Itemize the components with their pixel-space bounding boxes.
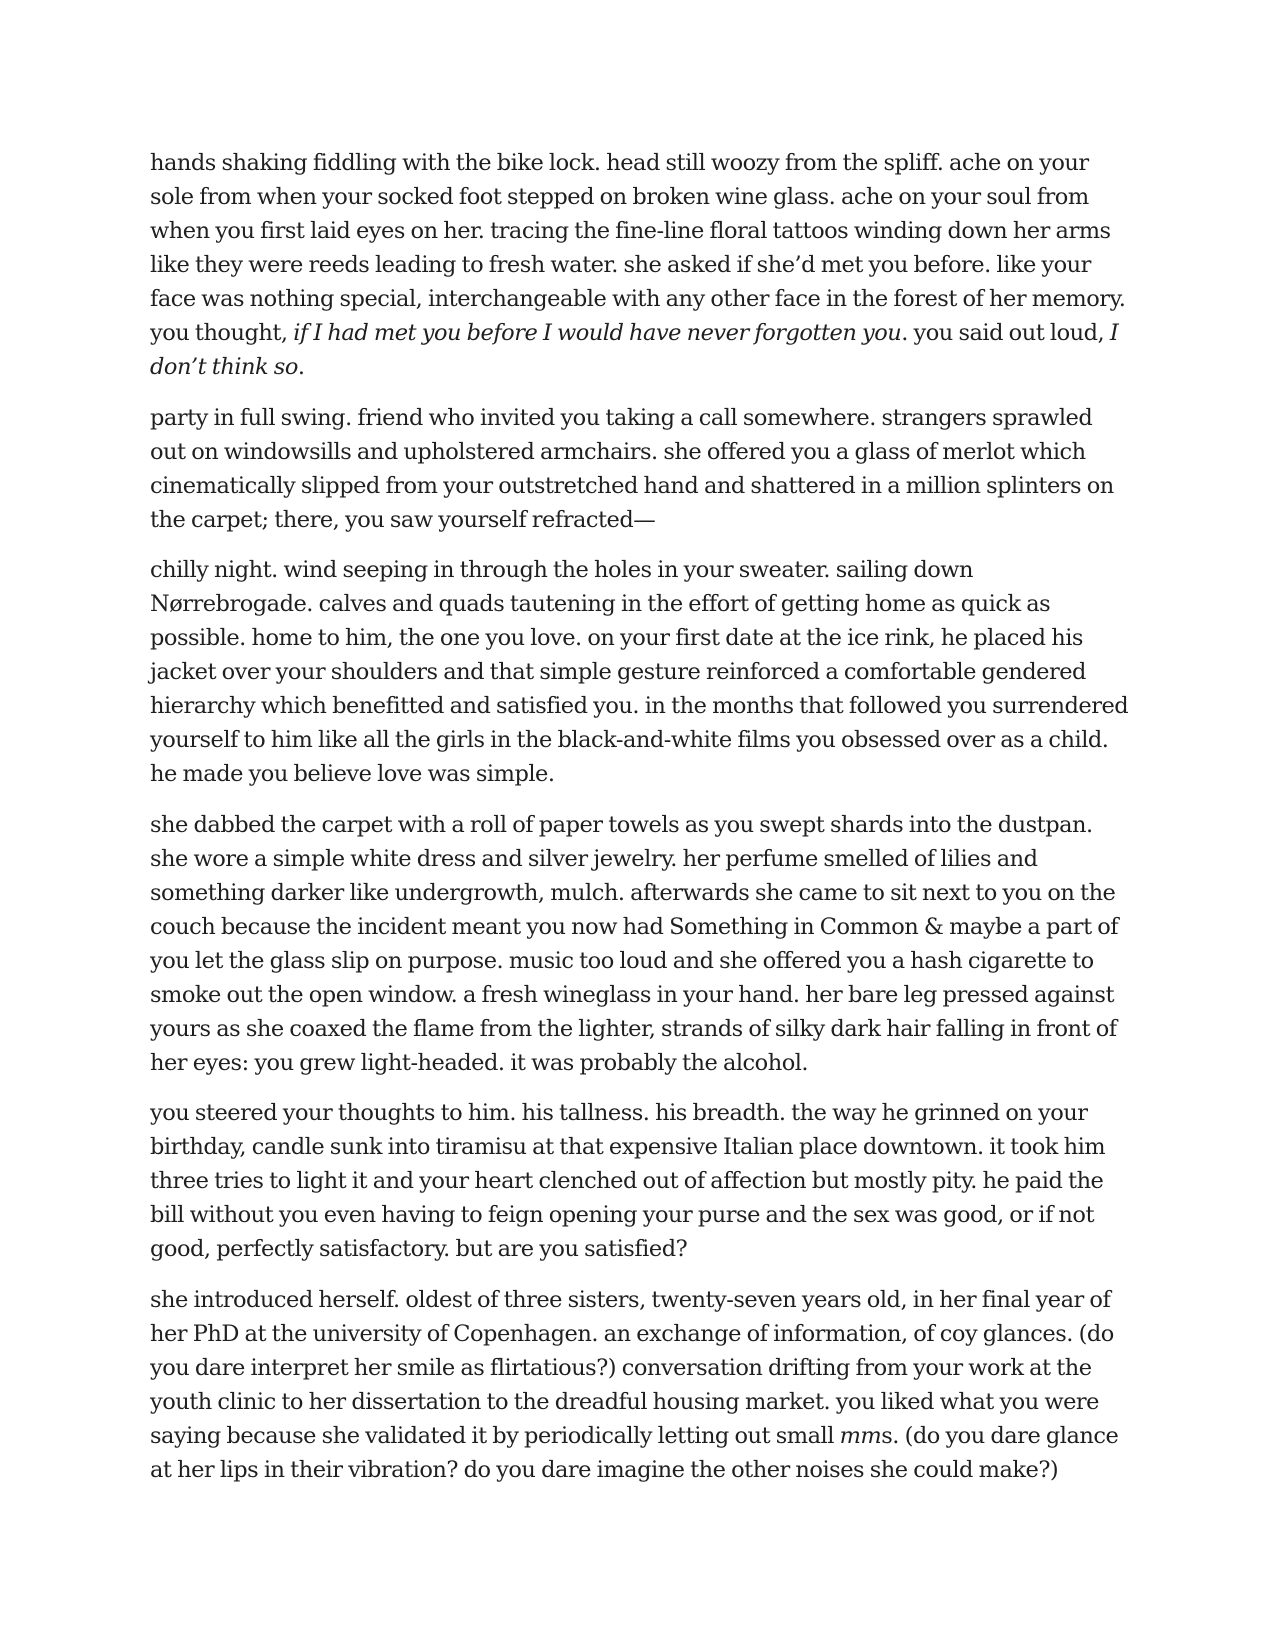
paragraph-1 (150, 146, 1130, 384)
paragraph-6-italic-mm: mm (839, 1422, 882, 1449)
paragraph-6-text-2: s. (do you dare glance at her lips in their vibration? do you dare imagine the other noises she could make?) (150, 1422, 1119, 1483)
paragraph-4-text: she dabbed the carpet with a roll of paper towels as you swept shards into the dustpan. she wore a simple white dress and silver jewelry. her perfume smelled of lilies and something darker like undergrowth, mulch. afterwards she came to sit next to you on the couch because the incident meant you now had Something in Common & maybe a part of you let the glass slip on purpose. music too loud and she offered you a hash cigarette to smoke out the open window. a fresh wineglass in your hand. her bare leg pressed against yours as she coaxed the flame from the lighter, strands of silky dark hair falling in front of her eyes: you grew light-headed. it was probably the alcohol. (150, 811, 1119, 1076)
paragraph-4 (150, 808, 1130, 1080)
paragraph-2 (150, 401, 1130, 537)
paragraph-5 (150, 1096, 1130, 1266)
paragraph-1-italic-speech: I don’t think so (150, 320, 1119, 380)
paragraph-1-text-3: . (297, 354, 305, 380)
paragraph-1-text-2: . you said out loud, (901, 320, 1110, 346)
paragraph-1-text-1: hands shaking fiddling with the bike lock. head still woozy from the spliff. ache on your sole from when your socked foot stepped on broken wine glass. ache on your soul from when you first laid eyes on her. tracing the fine-line floral tattoos winding down her arms like they were reeds leading to fresh water. she asked if she’d met you before. like your face was nothing special, interchangeable with any other face in the forest of her memory. you thought, (150, 150, 1126, 346)
paragraph-3-text: chilly night. wind seeping in through the holes in your sweater. sailing down Nørrebrogade. calves and quads tautening in the effort of getting home as quick as possible. home to him, the one you love. on your first date at the ice rink, he placed his jacket over your shoulders and that simple gesture reinforced a comfortable gendered hierarchy which benefitted and satisfied you. in the months that followed you surrendered yourself to him like all the girls in the black-and-white films you obsessed over as a child. he made you believe love was simple. (150, 557, 1129, 787)
paragraph-3 (150, 553, 1130, 791)
paragraph-6 (150, 1283, 1130, 1487)
paragraph-6-text-1: she introduced herself. oldest of three sisters, twenty-seven years old, in her final year of her PhD at the university of Copenhagen. an exchange of information, of coy glances. (do you dare interpret her smile as flirtatious?) conversation drifting from your work at the youth clinic to her dissertation to the dreadful housing market. you liked what you were saying because she validated it by periodically letting out small (150, 1286, 1114, 1449)
paragraph-2-text: party in full swing. friend who invited you taking a call somewhere. strangers sprawled out on windowsills and upholstered armchairs. she offered you a glass of merlot which cinematically slipped from your outstretched hand and shattered in a million splinters on the carpet; there, you saw yourself refracted— (150, 404, 1114, 533)
paragraph-5-text: you steered your thoughts to him. his tallness. his breadth. the way he grinned on your birthday, candle sunk into tiramisu at that expensive Italian place downtown. it took him three tries to light it and your heart clenched out of affection but mostly pity. he paid the bill without you even having to feign opening your purse and the sex was good, or if not good, perfectly satisfactory. but are you satisfied? (150, 1100, 1106, 1262)
paragraph-1-italic-thought: if I had met you before I would have never forgotten you (293, 320, 902, 346)
document-page (150, 146, 1130, 1503)
